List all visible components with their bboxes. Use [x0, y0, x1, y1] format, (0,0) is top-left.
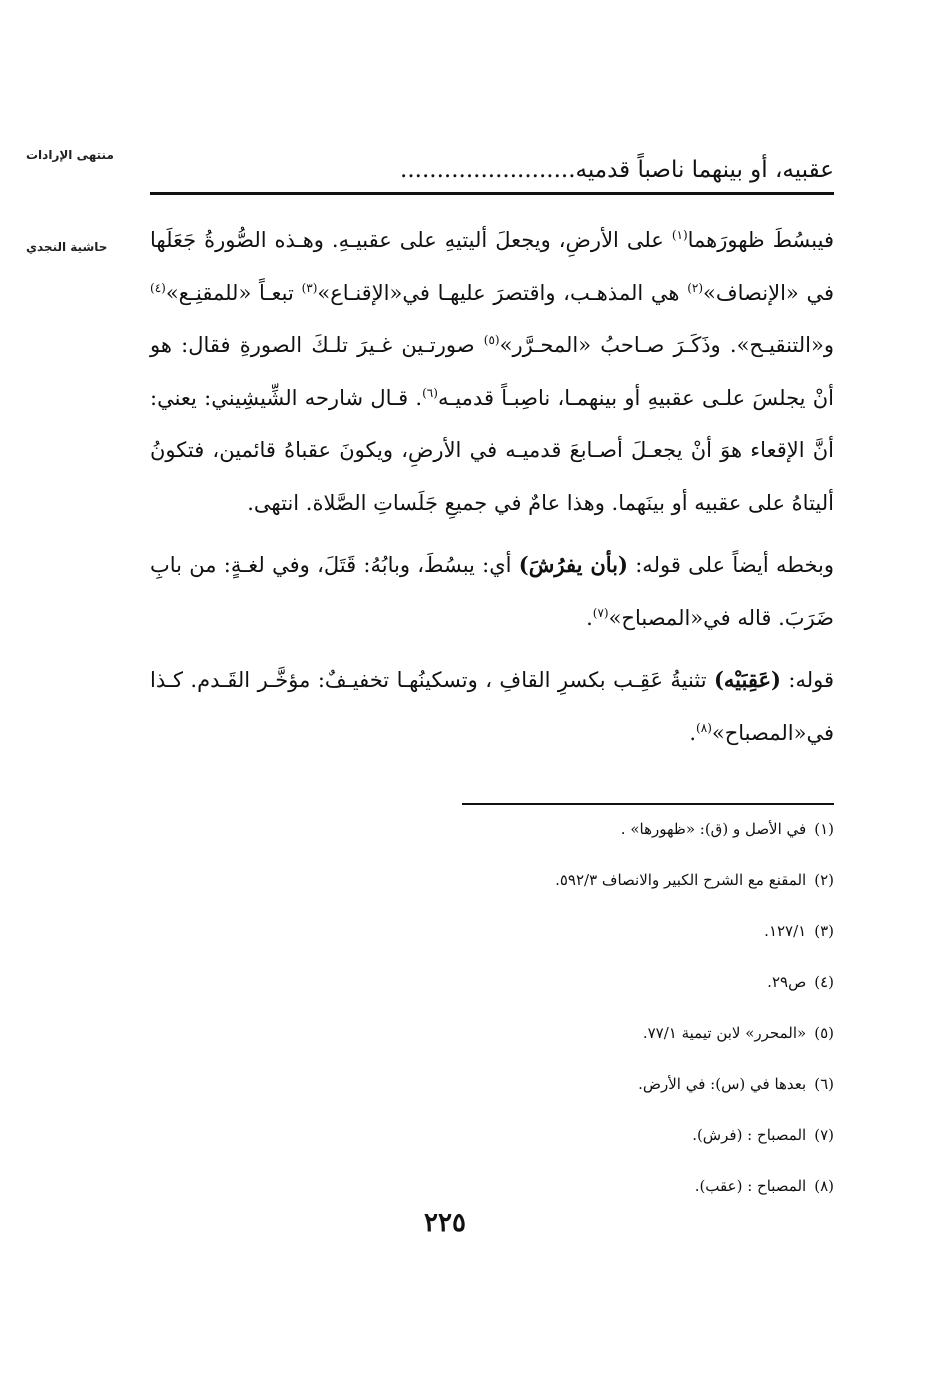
text-run: تثنيةُ عَقِـب بكسرِ القافِ ، وتسكينُهـا تخفيـفٌ: مؤخَّـر القَـدم. كـذا في«المصباح» [150, 668, 834, 745]
footnote-number: (٤) [814, 973, 834, 991]
footnote-ref-2[interactable]: (٢) [687, 280, 704, 295]
text-run: وبخطه أيضاً على قوله: [627, 553, 834, 577]
footnote-text: بعدها في (س): في الأرض. [638, 1075, 807, 1093]
footnote-number: (١) [814, 820, 834, 838]
footnotes [300, 812, 834, 1220]
footnote-ref-3[interactable]: (٣) [301, 280, 318, 295]
footnote-text: في الأصل و (ق): «ظهورها» . [620, 820, 807, 838]
main-text [150, 214, 834, 759]
footnote-7 [300, 1118, 834, 1169]
side-label-gloss-title: حاشية النجدي [26, 240, 108, 254]
quoted-term: (بأن يفرُشَ) [518, 552, 628, 577]
footnote-text: «المحرر» لابن تيمية ٧٧/١. [642, 1024, 807, 1042]
text-run: صورتـين غـيرَ تلـكَ الصورةِ فقال: هو أنْ يجلسَ علـى عقبيهِ أو بينهمـا، ناصِبـاً قدميـه [150, 333, 835, 410]
running-head-dots: ........................ [400, 157, 576, 183]
footnote-number: (٧) [814, 1126, 834, 1144]
footnote-4 [300, 965, 834, 1016]
paragraph-3 [150, 654, 834, 759]
running-head-text: عقبيه، أو بينهما ناصباً قدميه [575, 157, 834, 183]
page-number: ٢٢٥ [424, 1208, 466, 1238]
text-run: قوله: [780, 668, 834, 692]
footnote-text: المصباح : (عقب). [694, 1177, 807, 1195]
footnote-divider [462, 803, 834, 805]
paragraph-1 [150, 214, 834, 529]
footnote-text: ص٢٩. [767, 973, 807, 991]
footnote-text: ١٢٧/١. [764, 922, 807, 940]
side-label-book-title: منتهى الإرادات [26, 148, 114, 162]
text-run: فيبسُطَ ظهورَهما [687, 228, 834, 252]
text-run: . [586, 605, 593, 630]
footnote-number: (٣) [814, 922, 834, 940]
footnote-number: (٢) [814, 871, 834, 889]
footnote-text: المقنع مع الشرح الكبير والانصاف ٥٩٢/٣. [555, 871, 807, 889]
footnote-text: المصباح : (فرش). [692, 1126, 807, 1144]
text-run: هي المذهـب، واقتصرَ عليهـا في«الإقنـاع» [317, 280, 688, 305]
footnote-6 [300, 1067, 834, 1118]
paragraph-2 [150, 539, 834, 644]
footnote-2 [300, 863, 834, 914]
footnote-ref-5[interactable]: (٥) [483, 333, 500, 347]
running-head [152, 150, 834, 190]
footnote-number: (٦) [814, 1075, 834, 1093]
text-run: تبعـاً «للمقنِـع» [165, 280, 302, 305]
header-divider [150, 192, 834, 195]
footnote-1 [300, 812, 834, 863]
text-run: و«التنقيـح». وذَكَـرَ صـاحبُ «المحـرَّر» [499, 333, 834, 357]
footnote-3 [300, 914, 834, 965]
text-run: أي: يبسُطَ، وبابُهُ: قَتَلَ، وفي لغـةٍ: من بابِ ضَرَبَ. قاله في«المصباح» [150, 553, 834, 630]
text-run: على الأرضِ، ويجعلَ أليتيهِ على عقبيـهِ. وهـذه الصُّورةُ جَعَلَها في «الإنصاف» [150, 228, 834, 305]
footnote-5 [300, 1016, 834, 1067]
footnote-ref-8[interactable]: (٨) [696, 720, 712, 735]
footnote-ref-4[interactable]: (٤) [150, 280, 166, 295]
footnote-ref-7[interactable]: (٧) [592, 605, 609, 620]
footnote-ref-6[interactable]: (٦) [422, 385, 438, 400]
text-run: . قـال شارحه الشِّيشِيني: يعني: أنَّ الإقعاء هوَ أنْ يجعـلَ أصـابعَ قدميـه في الأرضِ، ويكونَ عقباهُ قائمين، فتكونُ أليتاهُ على عقبيه أو بينَهما. وهذا عامٌ في جميعِ جَلَساتِ الصَّلاة. انتهى. [150, 385, 834, 515]
quoted-term: (عَقِبَيْه) [713, 667, 781, 692]
footnote-number: (٥) [814, 1024, 834, 1042]
footnote-ref-1[interactable]: (١) [671, 228, 688, 242]
footnote-number: (٨) [814, 1177, 834, 1195]
text-run: . [689, 720, 697, 745]
